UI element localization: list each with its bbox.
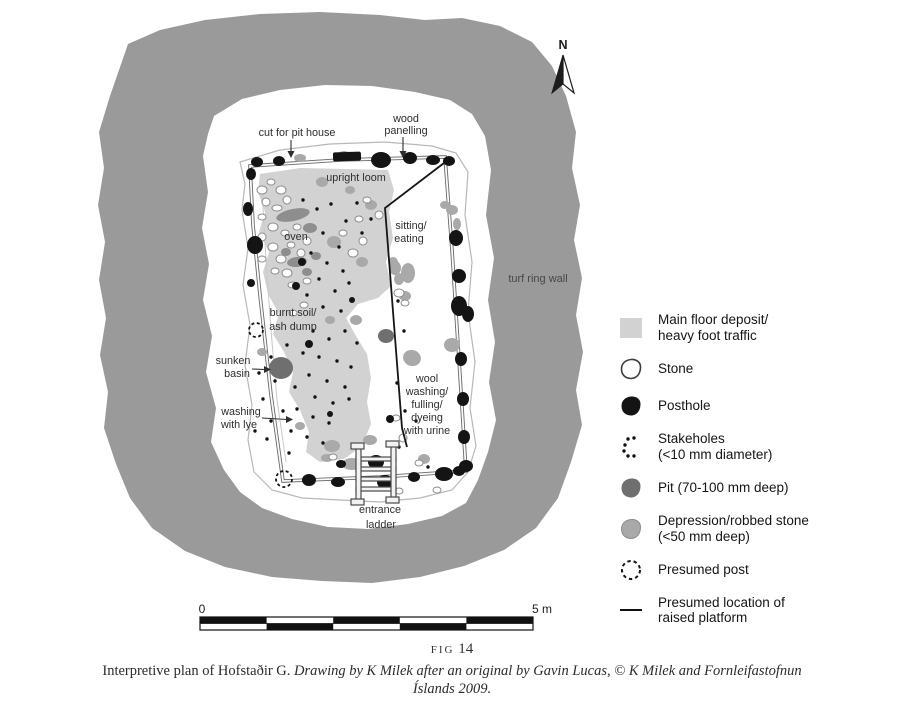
posthole	[455, 352, 467, 366]
posthole	[327, 411, 333, 417]
stone	[297, 249, 305, 257]
legend-label: Presumed location of	[658, 594, 785, 610]
stakehole-dot	[341, 269, 344, 272]
stone	[375, 211, 383, 219]
stone	[433, 487, 441, 493]
legend-item-main-floor	[616, 312, 904, 344]
stakehole-dot	[289, 429, 292, 432]
posthole	[443, 156, 455, 166]
label-washing-with-lye: washing	[221, 406, 261, 418]
stone-swatch-icon	[616, 357, 646, 381]
legend-item-pit	[616, 476, 904, 500]
stakehole-dot	[257, 371, 260, 374]
posthole	[331, 477, 345, 487]
legend-item-stakeholes	[616, 431, 904, 463]
stakehole-dot	[355, 201, 358, 204]
stakehole-dot	[317, 355, 320, 358]
posthole	[453, 466, 465, 476]
scale-start-label: 0	[198, 602, 206, 616]
label-sunken-basin: sunken	[215, 355, 251, 367]
posthole	[426, 155, 440, 165]
legend-label: Stakeholes	[658, 430, 725, 446]
depression	[444, 338, 460, 352]
legend-label: Depression/robbed stone	[658, 512, 809, 528]
stakehole-dot	[269, 419, 272, 422]
stone	[268, 243, 278, 251]
stone	[268, 223, 278, 231]
figure-number-line	[0, 641, 904, 658]
depression	[446, 205, 458, 215]
legend-label: Posthole	[658, 397, 711, 413]
legend	[616, 312, 904, 626]
scale-bar	[199, 602, 552, 630]
stakehole-dot	[325, 379, 328, 382]
posthole	[302, 474, 316, 486]
north-label: N	[558, 38, 568, 52]
stakehole-dot	[265, 437, 268, 440]
stakehole-dot	[307, 373, 310, 376]
legend-label: Stone	[658, 360, 694, 376]
stone	[276, 255, 286, 263]
stakehole-dot	[321, 231, 324, 234]
label-wood-panelling: wood	[393, 113, 419, 125]
stakehole-dot	[325, 261, 328, 264]
posthole	[305, 340, 313, 348]
stakehole-dot	[347, 397, 350, 400]
depression-swatch-icon	[616, 517, 646, 541]
stakehole-dot	[329, 202, 332, 205]
stakehole-dot	[305, 435, 308, 438]
stone	[359, 237, 367, 245]
main-floor-swatch-icon	[616, 317, 646, 339]
legend-label: (<50 mm deep)	[658, 528, 750, 544]
posthole	[349, 297, 355, 303]
posthole	[457, 392, 469, 406]
stone	[401, 300, 409, 306]
depression	[294, 154, 306, 162]
stone	[271, 268, 279, 274]
depression	[350, 315, 362, 325]
legend-label: heavy foot traffic	[658, 327, 757, 343]
north-arrow	[552, 38, 574, 93]
label-wool-washing: with urine	[403, 425, 451, 437]
label-sitting-eating: sitting/	[395, 220, 427, 232]
posthole	[435, 467, 453, 481]
caption-roman: Interpretive plan of Hofstaðir G.	[102, 663, 291, 679]
depression	[295, 422, 305, 430]
label-washing-with-lye: with lye	[220, 419, 258, 431]
legend-label: (<10 mm diameter)	[658, 446, 773, 462]
legend-item-presumed-post	[616, 558, 904, 582]
depression	[257, 348, 267, 356]
stone	[276, 186, 286, 194]
stakehole-dot	[309, 251, 312, 254]
depression	[356, 257, 368, 267]
oven-rubble	[302, 268, 312, 276]
figure-caption	[0, 641, 904, 699]
scale-end-label: 5 m	[531, 602, 553, 616]
stakehole-dot	[301, 351, 304, 354]
stone	[272, 205, 282, 211]
posthole	[408, 472, 420, 482]
legend-label: Pit (70-100 mm deep)	[658, 479, 789, 495]
caption-italic: Drawing by K Milek after an original by Gavin Lucas, © K Milek and Fornleifastofnun Íslands 2009.	[294, 663, 802, 697]
posthole	[449, 230, 463, 246]
label-upright-loom: upright loom	[326, 172, 386, 184]
stakehole-dot	[403, 409, 406, 412]
stakehole-dot	[315, 207, 318, 210]
stakehole-dot	[337, 245, 340, 248]
stakehole-dot	[281, 409, 284, 412]
pit-swatch-icon	[616, 476, 646, 500]
stakehole-dot	[269, 355, 272, 358]
stone	[267, 179, 275, 185]
label-wool-washing: washing/	[405, 386, 449, 398]
stakehole-dot	[347, 281, 350, 284]
posthole	[251, 157, 263, 167]
stakehole-dot	[343, 329, 346, 332]
stakehole-dot	[343, 385, 346, 388]
stakehole-dot	[295, 407, 298, 410]
posthole	[452, 269, 466, 283]
label-cut-for-pit-house: cut for pit house	[258, 127, 336, 139]
stakehole-dot	[327, 337, 330, 340]
stone	[258, 214, 266, 220]
label-wood-panelling: panelling	[384, 125, 428, 137]
stone	[415, 460, 423, 466]
stone	[303, 278, 311, 284]
stakehole-dot	[355, 341, 358, 344]
stone	[339, 230, 347, 236]
figure-word: FIG	[430, 644, 455, 656]
stone	[283, 196, 291, 204]
label-wool-washing: wool	[415, 373, 439, 385]
stakehole-dot	[426, 465, 429, 468]
pit	[378, 329, 394, 343]
stakehole-dot	[273, 379, 276, 382]
legend-label: raised platform	[658, 610, 748, 626]
label-wool-washing: dyeing	[411, 412, 443, 424]
posthole	[243, 202, 253, 216]
stakehole-dot	[293, 385, 296, 388]
legend-item-depression	[616, 513, 904, 545]
stakeholes-swatch-icon	[616, 435, 646, 459]
posthole	[247, 236, 263, 254]
depression	[363, 435, 377, 445]
stakehole-dot	[317, 277, 320, 280]
stone	[257, 186, 267, 194]
stakehole-dot	[311, 415, 314, 418]
stakehole-dot	[321, 441, 324, 444]
stone	[355, 216, 363, 222]
stakehole-dot	[301, 198, 304, 201]
stone	[394, 289, 404, 297]
label-entrance-ladder: entrance	[358, 504, 402, 516]
posthole	[386, 415, 394, 423]
depression	[394, 273, 404, 285]
legend-label: Presumed post	[658, 561, 749, 577]
posthole-swatch-icon	[616, 394, 646, 418]
stakehole-dot	[360, 231, 363, 234]
label-sitting-eating: eating	[394, 233, 424, 245]
label-burnt-soil: burnt soil/	[269, 307, 317, 319]
depression	[324, 440, 340, 452]
posthole	[403, 152, 417, 164]
posthole	[462, 306, 474, 322]
stakehole-dot	[285, 343, 288, 346]
legend-item-platform-line	[616, 595, 904, 627]
stakehole-dot	[339, 309, 342, 312]
posthole	[273, 156, 285, 166]
stakehole-dot	[305, 293, 308, 296]
label-wool-washing: fulling/	[411, 399, 443, 411]
presumed-post-swatch-icon	[616, 558, 646, 582]
stone	[363, 197, 371, 203]
stakehole-dot	[331, 401, 334, 404]
label-oven: oven	[284, 231, 308, 243]
depression	[453, 218, 461, 230]
stakehole-dot	[321, 305, 324, 308]
label-turf-ring-wall: turf ring wall	[508, 273, 568, 285]
upright-loom-slot	[333, 152, 361, 162]
stakehole-dot	[402, 329, 405, 332]
stakehole-dot	[396, 299, 399, 302]
posthole	[336, 460, 346, 468]
stakehole-dot	[313, 395, 316, 398]
stone	[282, 269, 292, 277]
figure-number: 14	[458, 641, 474, 657]
stakehole-dot	[369, 217, 372, 220]
stakehole-dot	[261, 397, 264, 400]
stakehole-dot	[344, 219, 347, 222]
stakehole-dot	[287, 451, 290, 454]
caption-text	[102, 663, 802, 699]
stone	[258, 256, 266, 262]
posthole	[246, 168, 256, 180]
stone	[348, 249, 358, 257]
posthole	[292, 282, 300, 290]
legend-item-stone	[616, 357, 904, 381]
legend-item-posthole	[616, 394, 904, 418]
posthole	[371, 152, 391, 168]
stakehole-dot	[333, 289, 336, 292]
label-entrance-ladder: ladder	[365, 519, 397, 531]
stakehole-dot	[327, 421, 330, 424]
stakehole-dot	[349, 365, 352, 368]
label-sunken-basin: basin	[224, 368, 250, 380]
label-burnt-soil: ash dump	[269, 321, 317, 333]
posthole	[458, 430, 470, 444]
legend-label: Main floor deposit/	[658, 312, 769, 327]
stone	[262, 198, 270, 206]
platform-line-swatch-icon	[616, 598, 646, 622]
pit	[269, 357, 293, 379]
stone	[293, 224, 301, 230]
stone	[329, 454, 337, 460]
stakehole-dot	[335, 359, 338, 362]
depression	[345, 186, 355, 194]
posthole	[298, 258, 306, 266]
posthole	[247, 279, 255, 287]
depression	[325, 316, 335, 324]
